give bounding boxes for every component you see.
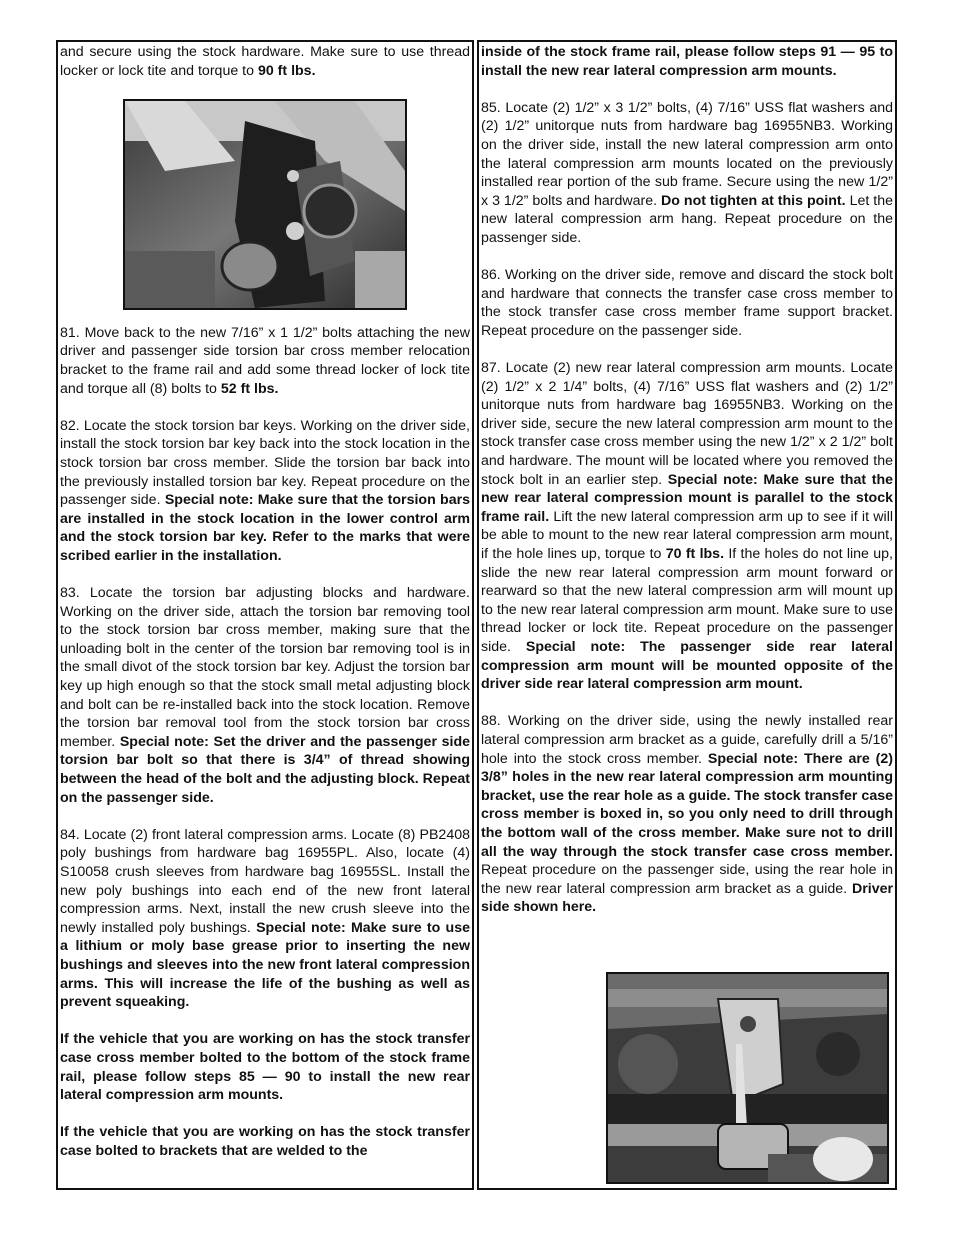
right-column xyxy=(477,40,897,1190)
photo-torsion-bracket-image xyxy=(125,101,405,308)
paragraph-steps-91-95-note-start: If the vehicle that you are working on has the stock transfer case bolted to brackets that are welded to the xyxy=(60,1124,470,1159)
paragraph-85: 85. Locate (2) 1/2” x 3 1/2” bolts, (4) 7/16” USS flat washers and (2) 1/2” unitorque nuts from hardware bag 16955NB3. Working on the driver side, install the new lateral compression arm onto the lateral compression arm mounts located on the previously installed rear portion of the sub frame. Secure using the new 1/2” x 3 1/2” bolts and hardware. Do not tighten at this point. Let the new lateral compression arm hang. Repeat procedure on the passenger side. xyxy=(481,99,893,246)
paragraph-82: 82. Locate the stock torsion bar keys. Working on the driver side, install the stock torsion bar key back into the stock location in the stock torsion bar cross member. Slide the torsion bar back into the previously installed torsion bar key. Repeat procedure on the passenger side. Special note: Make sure that the torsion bars are installed in the stock location in the lower control arm and the stock torsion bar key. Refer to the marks that were scribed earlier in the installation. xyxy=(60,417,470,564)
paragraph-86: 86. Working on the driver side, remove and discard the stock bolt and hardware that connects the transfer case cross member to the stock transfer case cross member frame support bracket. Repeat procedure on the passenger side. xyxy=(481,267,893,339)
photo-drilling-cross-member xyxy=(606,972,889,1184)
paragraph-81: 81. Move back to the new 7/16” x 1 1/2” bolts attaching the new driver and passenger side torsion bar cross member relocation bracket to the frame rail and add some thread locker of lock tite and torque all (8) bolts to 52 ft lbs. xyxy=(60,324,470,397)
photo-torsion-bracket xyxy=(123,99,407,310)
paragraph-80-end: and secure using the stock hardware. Make sure to use thread locker or lock tite and torque to 90 ft lbs. xyxy=(60,44,470,79)
paragraph-84: 84. Locate (2) front lateral compression arms. Locate (8) PB2408 poly bushings from hardware bag 16955PL. Also, locate (4) S10058 crush sleeves from hardware bag 16955SL. Install the new poly bushings into each end of the new front lateral compression arms. Next, install the new crush sleeve into the newly installed poly bushings. Special note: Make sure to use a lithium or moly base grease prior to inserting the new bushings and sleeves into the new front lateral compression arms. This will increase the life of the bushing as well as prevent squeaking. xyxy=(60,826,470,1011)
photo-drilling-cross-member-image xyxy=(608,974,887,1182)
paragraph-87: 87. Locate (2) new rear lateral compression arm mounts. Locate (2) 1/2” x 2 1/4” bolts, (4) 7/16” USS flat washers and (2) 1/2” unitorque nuts from hardware bag 16955NB3. Working on the driver side, secure the new lateral compression arm mount to the stock transfer case cross member using the new 1/2” x 2 1/2” bolt and hardware. The mount will be located where you removed the stock bolt in an earlier step. Special note: Make sure that the new rear lateral compression mount is parallel to the stock frame rail. Lift the new lateral compression arm up to see if it will be able to mount to the new rear lateral compression arm mount, if the hole lines up, torque to 70 ft lbs. If the holes do not line up, slide the new rear lateral compression arm mount forward or rearward so that the new lateral compression arm will mount up to the new rear lateral compression arm mount. Make sure to use thread locker or lock tite. Repeat procedure on the passenger side. Special note: The passenger side rear lateral compression arm mount will be mounted opposite of the driver side rear lateral compression arm mount. xyxy=(481,360,893,693)
paragraph-steps-85-90-note: If the vehicle that you are working on has the stock transfer case cross member bolted to the bottom of the stock frame rail, please follow steps 85 — 90 to install the new rear lateral compression arm mounts. xyxy=(60,1031,470,1104)
paragraph-88: 88. Working on the driver side, using the newly installed rear lateral compression arm bracket as a guide, carefully drill a 5/16” hole into the stock cross member. Special note: There are (2) 3/8” holes in the new rear lateral compression arm mounting bracket, use the rear hole as a guide. The stock transfer case cross member is boxed in, so you only need to drill through the bottom wall of the cross member. Make sure not to drill all the way through the stock transfer case cross member. Repeat procedure on the passenger side, using the rear hole in the new rear lateral compression arm bracket as a guide. Driver side shown here. xyxy=(481,713,893,916)
left-column xyxy=(56,40,474,1190)
paragraph-steps-91-95-note-end: inside of the stock frame rail, please follow steps 91 — 95 to install the new rear lateral compression arm mounts. xyxy=(481,44,893,79)
paragraph-83: 83. Locate the torsion bar adjusting blocks and hardware. Working on the driver side, attach the torsion bar removing tool to the stock torsion bar cross member, making sure that the unloading bolt in the center of the torsion bar removing tool is in the small divot of the stock torsion bar key. Adjust the torsion bar key up high enough so that the stock small metal adjusting block and bolt can be re-installed back into the stock location. Remove the torsion bar removal tool from the stock torsion bar cross member. Special note: Set the driver and the passenger side torsion bar bolt so that there is 3/4” of thread showing between the head of the bolt and the adjusting block. Repeat on the passenger side. xyxy=(60,585,471,806)
